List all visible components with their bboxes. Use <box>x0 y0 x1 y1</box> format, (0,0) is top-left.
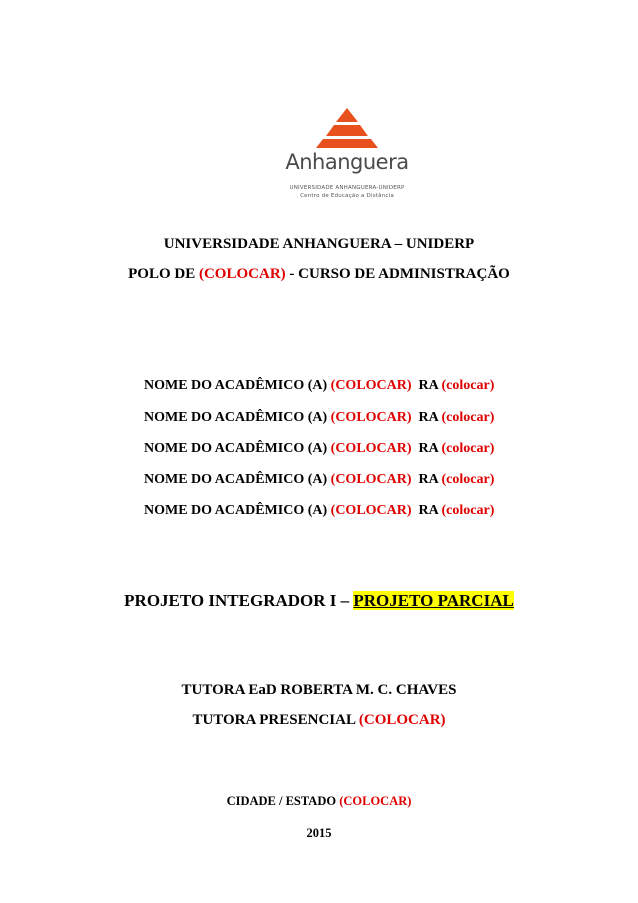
polo-suffix: - CURSO DE ADMINISTRAÇÃO <box>289 266 510 282</box>
year: 2015 <box>306 826 332 840</box>
student-name-placeholder: (COLOCAR) <box>330 472 412 487</box>
student-name-label: NOME DO ACADÊMICO (A) <box>144 441 328 456</box>
student-ra-label: RA <box>418 472 438 487</box>
student-ra-label: RA <box>418 378 438 393</box>
student-name-placeholder: (COLOCAR) <box>330 378 412 393</box>
tutor-presencial-label: TUTORA PRESENCIAL <box>192 712 356 728</box>
anhanguera-logo <box>282 108 412 208</box>
tutor-ead: TUTORA EaD ROBERTA M. C. CHAVES <box>181 682 457 698</box>
student-name-label: NOME DO ACADÊMICO (A) <box>144 503 328 518</box>
tutor-presencial-placeholder: (COLOCAR) <box>358 712 446 728</box>
student-ra-placeholder: (colocar) <box>441 410 495 425</box>
logo-subtitle-line2: Centro de Educação a Distância <box>300 193 394 199</box>
project-title-prefix: PROJETO INTEGRADOR I – <box>124 591 350 610</box>
student-name-placeholder: (COLOCAR) <box>330 410 412 425</box>
student-row <box>144 441 494 457</box>
logo-brand-text: Anhanguera <box>285 150 409 174</box>
student-name-placeholder: (COLOCAR) <box>330 441 412 456</box>
student-ra-placeholder: (colocar) <box>441 441 495 456</box>
university-title: UNIVERSIDADE ANHANGUERA – UNIDERP <box>163 236 475 252</box>
logo-triangle-icon <box>316 108 378 148</box>
student-row <box>144 410 494 426</box>
student-ra-label: RA <box>418 410 438 425</box>
student-name-label: NOME DO ACADÊMICO (A) <box>144 472 328 487</box>
student-ra-label: RA <box>418 503 438 518</box>
logo-subtitle-line1: UNIVERSIDADE ANHANGUERA-UNIDERP <box>289 185 405 191</box>
polo-prefix: POLO DE <box>128 266 196 282</box>
project-title-highlight: PROJETO PARCIAL <box>353 591 514 610</box>
student-ra-label: RA <box>418 441 438 456</box>
student-name-placeholder: (COLOCAR) <box>330 503 412 518</box>
city-state-line <box>0 794 638 809</box>
polo-line <box>0 266 638 283</box>
student-name-label: NOME DO ACADÊMICO (A) <box>144 410 328 425</box>
student-row <box>144 378 494 394</box>
student-name-label: NOME DO ACADÊMICO (A) <box>144 378 328 393</box>
city-state-label: CIDADE / ESTADO <box>226 794 337 808</box>
city-state-placeholder: (COLOCAR) <box>339 794 412 808</box>
student-ra-placeholder: (colocar) <box>441 378 495 393</box>
student-row <box>144 472 494 488</box>
student-ra-placeholder: (colocar) <box>441 503 495 518</box>
student-row <box>144 503 494 519</box>
student-ra-placeholder: (colocar) <box>441 472 495 487</box>
polo-placeholder: (COLOCAR) <box>198 266 286 282</box>
logo-subtitle <box>282 184 412 200</box>
project-title <box>0 591 638 611</box>
tutor-presencial <box>0 712 638 729</box>
